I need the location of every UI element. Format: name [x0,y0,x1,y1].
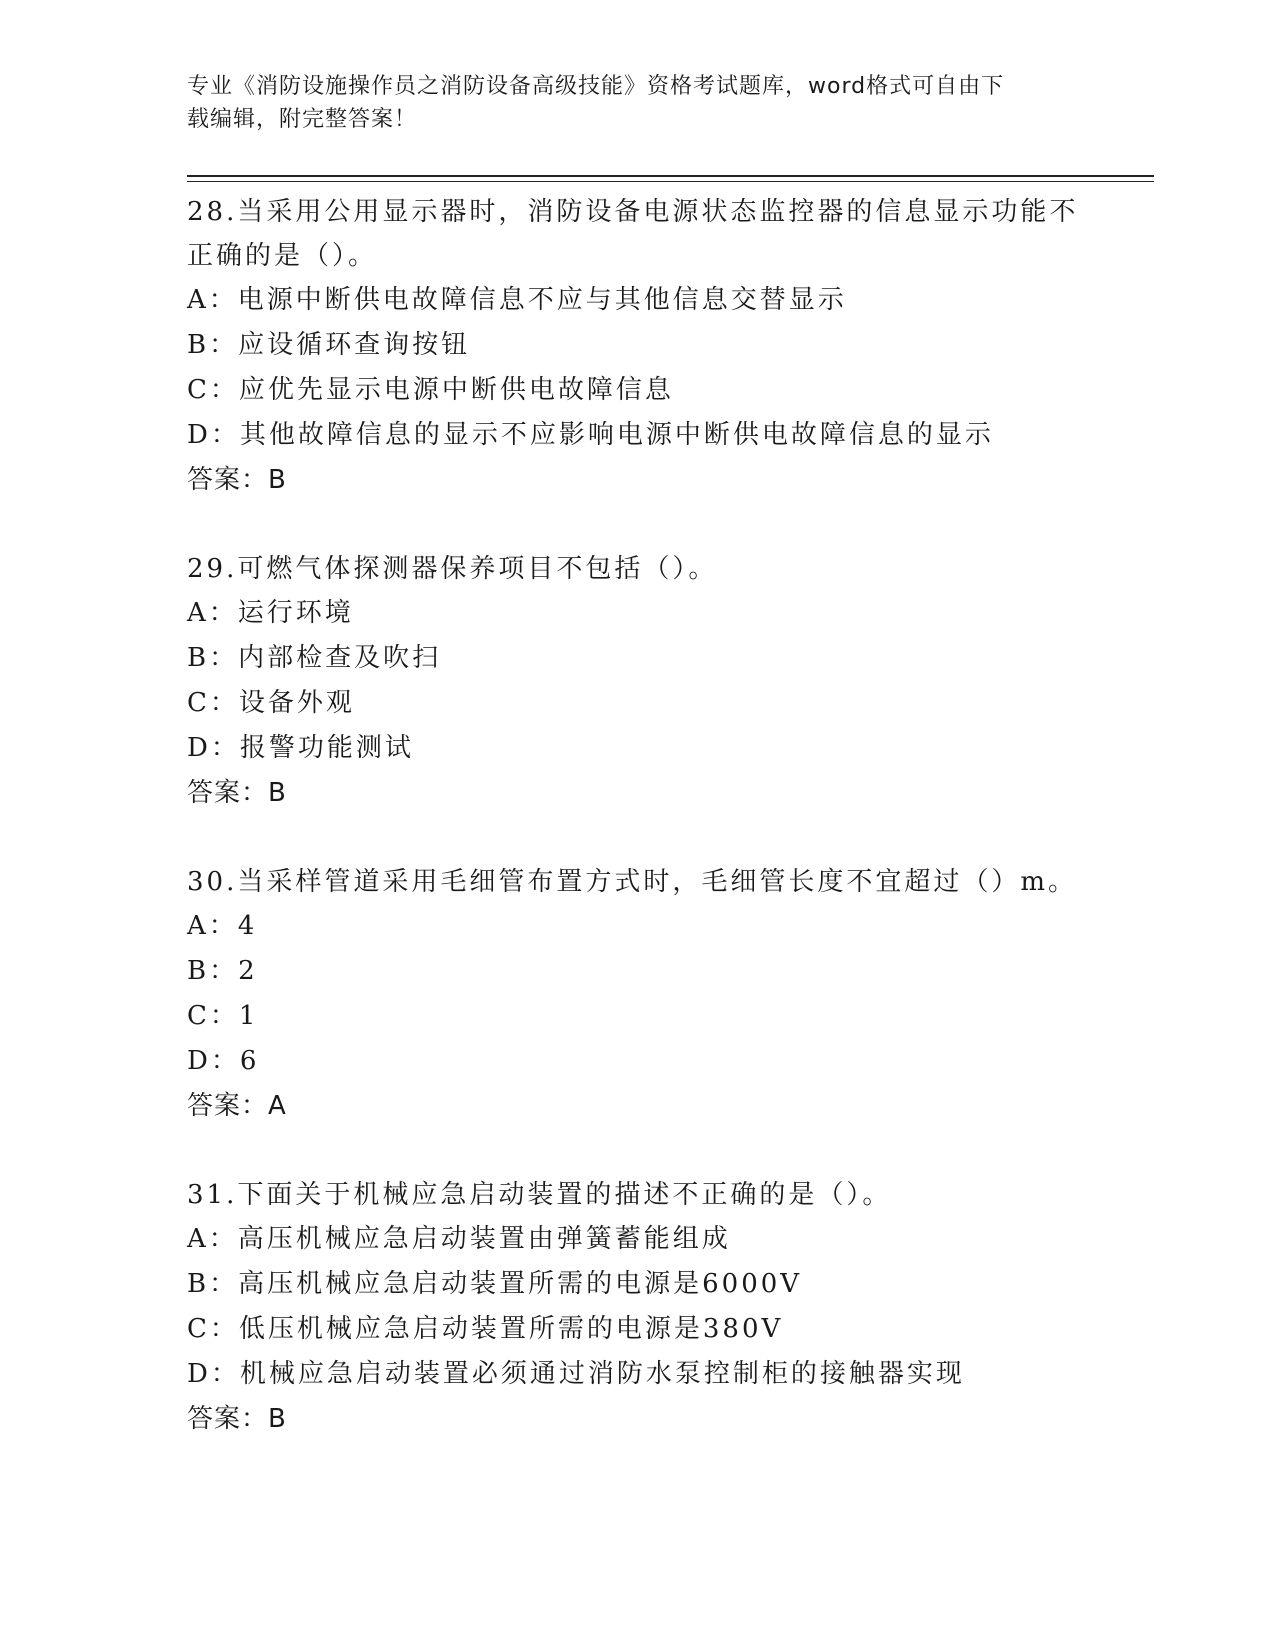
option-c: C：应优先显示电源中断供电故障信息 [187,375,674,405]
option-c: C：1 [187,1001,259,1031]
header-divider-thin [187,181,1154,182]
question-text: 29.可燃气体探测器保养项目不包括（）。 [187,554,718,584]
option-a: A：电源中断供电故障信息不应与其他信息交替显示 [187,285,847,315]
answer: 答案：B [187,778,287,808]
option-c: C：设备外观 [187,688,355,718]
option-a: A：4 [187,911,258,941]
option-b: B：内部检查及吹扫 [187,643,442,673]
option-d: D：6 [187,1046,260,1076]
option-a: A：高压机械应急启动装置由弹簧蓄能组成 [187,1224,731,1254]
option-c: C：低压机械应急启动装置所需的电源是380V [187,1314,784,1344]
option-b: B：高压机械应急启动装置所需的电源是6000V [187,1269,803,1299]
answer: 答案：B [187,465,287,495]
option-a: A：运行环境 [187,598,354,628]
question-text: 28.当采用公用显示器时，消防设备电源状态监控器的信息显示功能不 [187,197,1079,227]
header-line-1: 专业《消防设施操作员之消防设备高级技能》资格考试题库，word格式可自由下 [187,74,1005,99]
question-text: 31.下面关于机械应急启动装置的描述不正确的是（）。 [187,1180,892,1210]
document-header [187,70,1067,136]
question-list [187,190,1087,1486]
question-31 [187,1173,1087,1442]
option-d: D：机械应急启动装置必须通过消防水泵控制柜的接触器实现 [187,1359,965,1389]
question-text: 30.当采样管道采用毛细管布置方式时，毛细管长度不宜超过（）m。 [187,867,1078,897]
question-30 [187,860,1087,1129]
option-d: D：其他故障信息的显示不应影响电源中断供电故障信息的显示 [187,420,994,450]
header-line-2: 载编辑，附完整答案！ [187,107,418,132]
header-divider-thick [187,175,1154,177]
option-b: B：应设循环查询按钮 [187,330,471,360]
option-b: B：2 [187,956,258,986]
answer: 答案：A [187,1091,287,1121]
question-29 [187,547,1087,816]
answer: 答案：B [187,1404,287,1434]
question-28 [187,190,1087,503]
question-text-continued: 正确的是（）。 [187,241,378,271]
option-d: D：报警功能测试 [187,733,414,763]
